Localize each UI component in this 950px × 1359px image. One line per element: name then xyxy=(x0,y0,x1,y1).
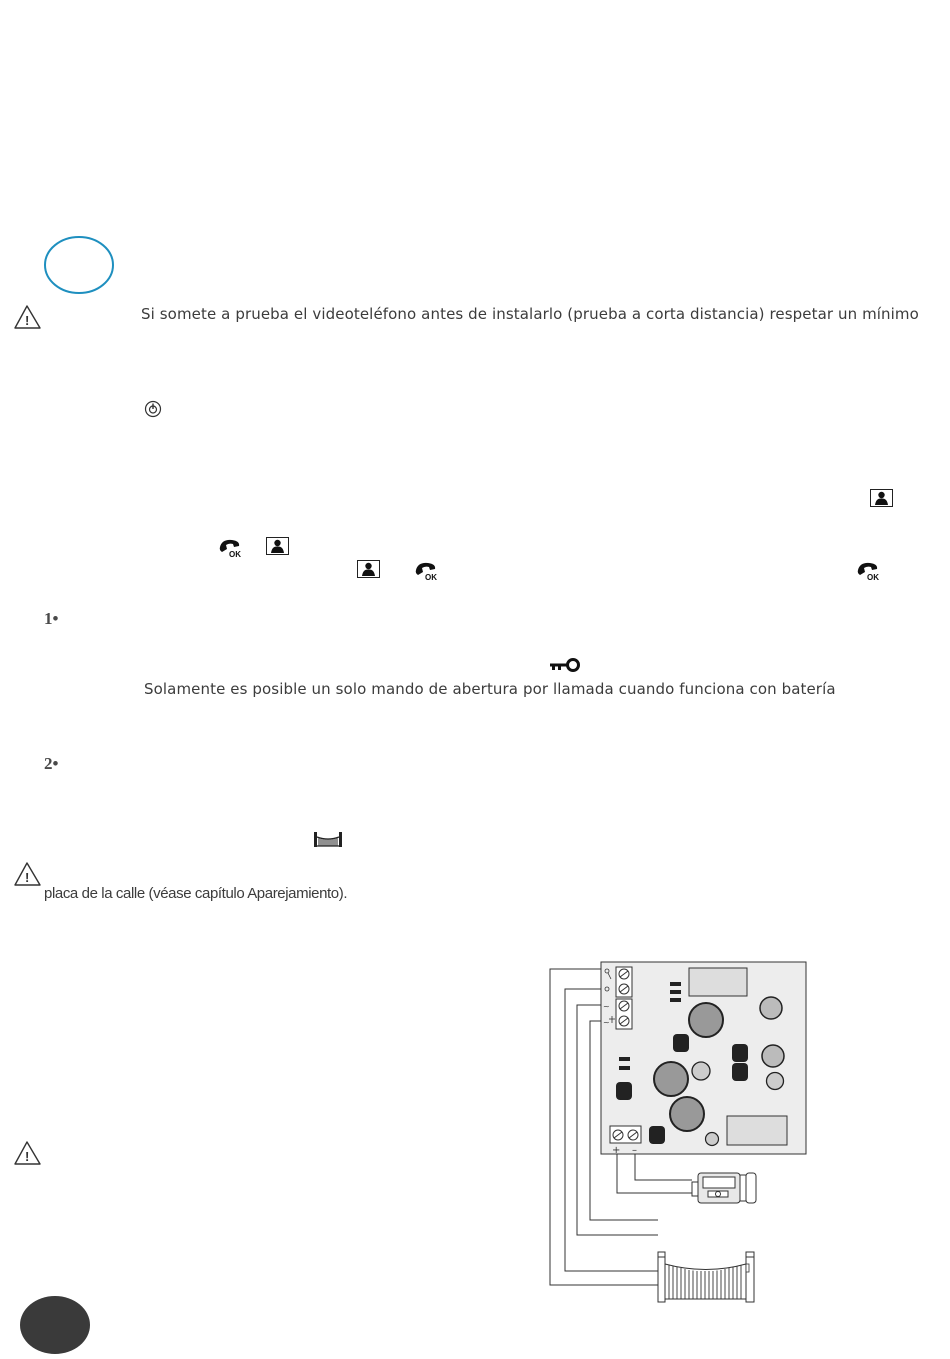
gate-drawing xyxy=(658,1252,754,1302)
wiring-diagram xyxy=(540,955,820,1310)
svg-text:+: + xyxy=(612,1145,621,1156)
person-monitor-icon xyxy=(266,537,290,556)
electric-lock-icon xyxy=(692,1173,756,1203)
svg-text:~: ~ xyxy=(603,1018,610,1027)
section-circle-marker xyxy=(44,236,116,296)
handset-ok-icon xyxy=(414,560,442,582)
gate-icon xyxy=(313,830,343,848)
warning-text-3: placa de la calle (véase capítulo Aparejamiento). xyxy=(44,885,348,902)
warning-text-2: Solamente es posible un solo mando de abertura por llamada cuando funciona con batería xyxy=(144,680,836,698)
step-number-2: 2• xyxy=(44,754,59,773)
warning-triangle-icon xyxy=(12,1140,42,1166)
svg-text:!: ! xyxy=(25,870,30,885)
warning-triangle-icon xyxy=(12,304,42,330)
page-tab-marker xyxy=(20,1296,92,1356)
step-number-1: 1• xyxy=(44,609,59,628)
svg-text:OK: OK xyxy=(867,573,879,582)
warning-triangle-icon xyxy=(12,861,42,887)
svg-text:~: ~ xyxy=(603,1002,610,1011)
svg-text:!: ! xyxy=(25,313,30,328)
svg-text:!: ! xyxy=(25,1149,30,1164)
svg-text:OK: OK xyxy=(425,573,437,582)
svg-text:OK: OK xyxy=(229,550,241,559)
handset-ok-icon xyxy=(218,537,246,559)
power-icon xyxy=(144,400,162,418)
svg-text:–: – xyxy=(632,1145,637,1156)
person-monitor-icon xyxy=(357,560,381,579)
person-monitor-icon xyxy=(870,489,894,508)
warning-text-1: Si somete a prueba el videoteléfono antes de instalarlo (prueba a corta distancia) respetar un mínimo xyxy=(141,305,919,323)
handset-ok-icon xyxy=(856,560,884,582)
key-icon xyxy=(549,657,581,673)
